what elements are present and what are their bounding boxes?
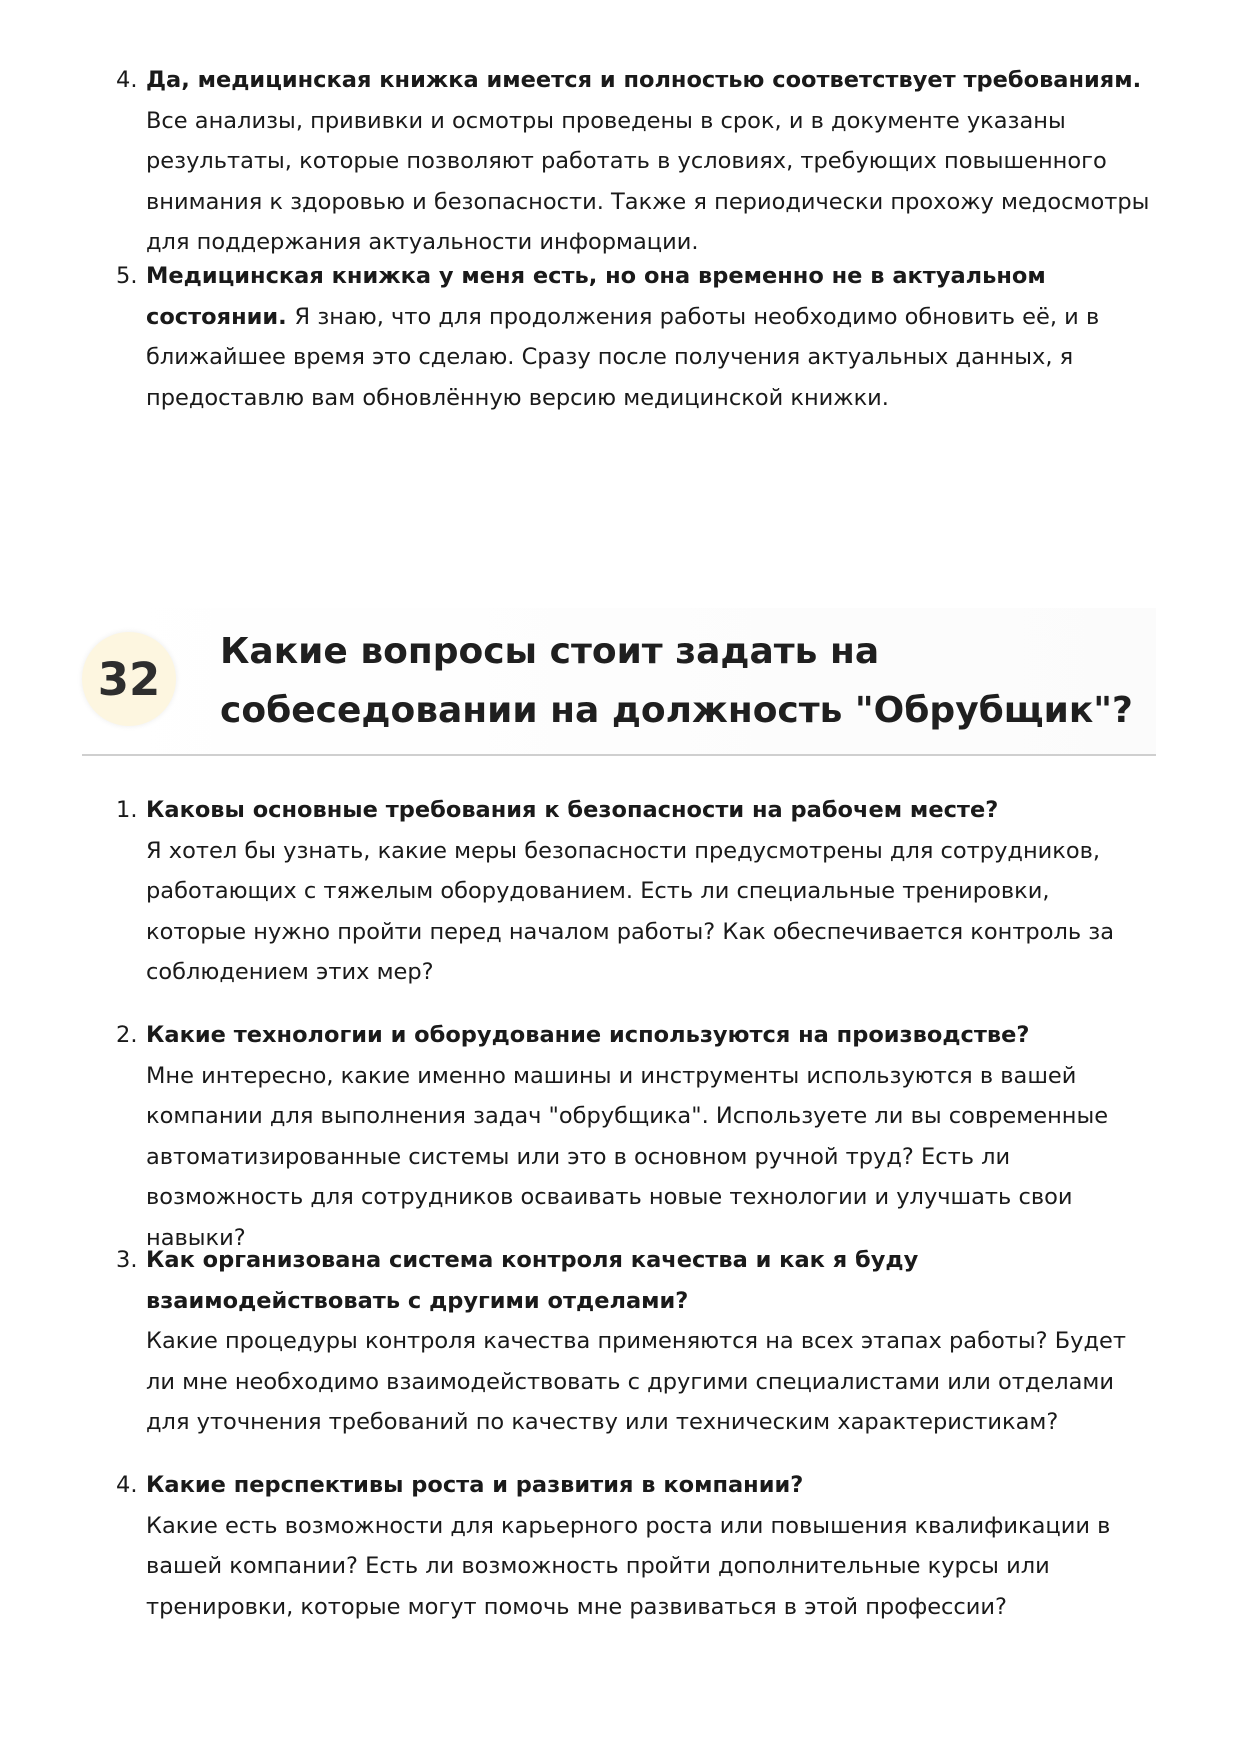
question-body: Мне интересно, какие именно машины и инструменты используются в вашей компании для выполнения задач "обрубщика". Используете ли вы современные автоматизированные системы или это в основном ручной труд? Есть ли возможность для сотрудников осваивать новые технологии и улучшать свои навыки? xyxy=(146,1062,1109,1251)
list-number: 5. xyxy=(116,263,138,289)
question-item xyxy=(116,1240,1156,1443)
list-number: 4. xyxy=(116,67,138,93)
question-title: Какие технологии и оборудование используются на производстве? xyxy=(146,1022,1030,1048)
list-item-title: Медицинская книжка у меня есть, но она временно не в актуальном состоянии. xyxy=(146,263,1046,330)
question-body: Я хотел бы узнать, какие меры безопасности предусмотрены для сотрудников, работающих с тяжелым оборудованием. Есть ли специальные тренировки, которые нужно пройти перед началом работы? Как обеспечивается контроль за соблюдением этих мер? xyxy=(146,837,1115,985)
list-item-title: Да, медицинская книжка имеется и полностью соответствует требованиям. xyxy=(146,67,1142,93)
question-title: Каковы основные требования к безопасности на рабочем месте? xyxy=(146,797,999,823)
question-content xyxy=(146,790,1156,993)
section-title: Какие вопросы стоит задать на собеседовании на должность "Обрубщик"? xyxy=(220,631,1133,731)
list-number: 1. xyxy=(116,797,138,823)
question-body: Какие процедуры контроля качества применяются на всех этапах работы? Будет ли мне необходимо взаимодействовать с другими специалистами или отделами для уточнения требований по качеству или техническим характеристикам? xyxy=(146,1328,1126,1435)
list-item-content xyxy=(146,256,1156,418)
question-item xyxy=(116,1015,1156,1258)
list-number: 4. xyxy=(116,1472,138,1498)
question-title: Какие перспективы роста и развития в компании? xyxy=(146,1472,804,1498)
section-header xyxy=(82,608,1156,756)
question-content xyxy=(146,1240,1156,1443)
question-item xyxy=(116,790,1156,993)
question-item xyxy=(116,1465,1156,1627)
list-item-content xyxy=(146,60,1156,263)
list-item-body: Все анализы, прививки и осмотры проведены в срок, и в документе указаны результаты, которые позволяют работать в условиях, требующих повышенного внимания к здоровью и безопасности. Также я периодически прохожу медосмотры для поддержания актуальности информации. xyxy=(146,107,1150,255)
question-body: Какие есть возможности для карьерного роста или повышения квалификации в вашей компании? Есть ли возможность пройти дополнительные курсы или тренировки, которые могут помочь мне развиваться в этой профессии? xyxy=(146,1512,1111,1620)
question-title: Как организована система контроля качества и как я буду взаимодействовать с другими отделами? xyxy=(146,1247,919,1314)
list-item xyxy=(116,60,1156,263)
list-number: 2. xyxy=(116,1022,138,1048)
list-item-body: Я знаю, что для продолжения работы необходимо обновить её, и в ближайшее время это сделаю. Сразу после получения актуальных данных, я предоставлю вам обновлённую версию медицинской книжки. xyxy=(146,303,1100,411)
question-content xyxy=(146,1465,1156,1627)
question-content xyxy=(146,1015,1156,1258)
section-number-badge: 32 xyxy=(82,632,176,726)
list-number: 3. xyxy=(116,1247,138,1273)
list-item xyxy=(116,256,1156,418)
